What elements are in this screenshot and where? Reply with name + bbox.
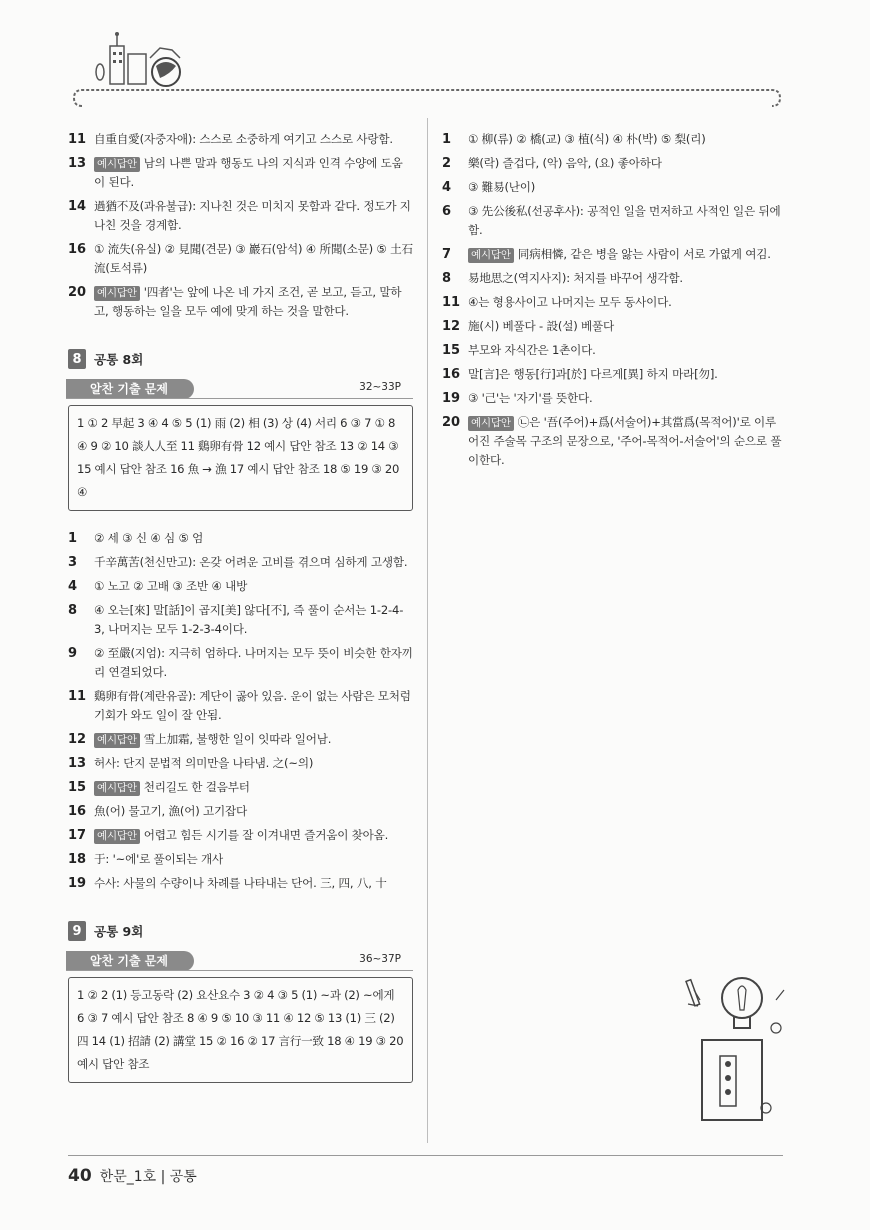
item-text [94, 826, 413, 845]
item-number: 1 [68, 531, 78, 546]
item-text: 易地思之(역지사지): 처지를 바꾸어 생각함. [468, 271, 683, 285]
example-answer-badge: 예시답안 [94, 733, 140, 748]
section-header-8 [68, 349, 413, 369]
item-number: 20 [442, 415, 461, 430]
section-title: 공통 8회 [94, 352, 144, 367]
answer-item [442, 154, 787, 173]
quiz-banner-9 [66, 951, 413, 973]
quiz-label: 알찬 기출 문제 [66, 951, 194, 971]
column-divider [427, 118, 428, 1143]
answer-item [442, 389, 787, 408]
item-body: '四者'는 앞에 나온 네 가지 조건, 곧 보고, 듣고, 말하고, 행동하는 일을 모두 예에 맞게 하는 것을 말한다. [94, 285, 402, 318]
example-answer-badge: 예시답안 [94, 781, 140, 796]
item-text: 過猶不及(과유불급): 지나친 것은 미치지 못함과 같다. 정도가 지나친 것을 경계함. [94, 199, 411, 232]
item-text [94, 778, 413, 797]
item-number: 20 [68, 285, 87, 300]
example-answer-badge: 예시답안 [94, 286, 140, 301]
section-number: 8 [68, 349, 86, 369]
quiz-pages: 32~33P [359, 381, 401, 393]
item-number: 6 [442, 204, 452, 219]
item-number: 4 [68, 579, 78, 594]
answer-item [442, 130, 787, 149]
answer-item [68, 687, 413, 725]
answer-item [68, 154, 413, 192]
item-text: ② 至嚴(지엄): 지극히 엄하다. 나머지는 모두 뜻이 비슷한 한자끼리 연결되었다. [94, 646, 413, 679]
item-text: ① 流失(유실) ② 見聞(견문) ③ 巖石(암석) ④ 所聞(소문) ⑤ 土石流(토석류) [94, 242, 413, 275]
answer-item [68, 778, 413, 797]
item-number: 11 [442, 295, 461, 310]
item-text: ① 柳(류) ② 橋(교) ③ 植(식) ④ 朴(박) ⑤ 梨(리) [468, 132, 706, 146]
item-number: 8 [442, 271, 452, 286]
item-number: 4 [442, 180, 452, 195]
answer-item [442, 341, 787, 360]
section-number: 9 [68, 921, 86, 941]
item-text: 樂(락) 즐겁다, (악) 음악, (요) 좋아하다 [468, 156, 662, 170]
page-footer [68, 1166, 197, 1186]
item-number: 11 [68, 689, 87, 704]
item-text: ① 노고 ② 고배 ③ 조반 ④ 내방 [94, 579, 248, 593]
item-number: 18 [68, 852, 87, 867]
item-text: 말[言]은 행동[行]과[於] 다르게[異] 하지 마라[勿]. [468, 367, 718, 381]
item-text: ④ 오는[來] 말[話]이 곱지[美] 않다[不], 즉 풀이 순서는 1-2-4-3, 나머지는 모두 1-2-3-4이다. [94, 603, 404, 636]
item-number: 16 [68, 804, 87, 819]
item-text: ③ 難易(난이) [468, 180, 536, 194]
header-border-rule [72, 86, 782, 108]
answer-item [442, 202, 787, 240]
answer-item [68, 240, 413, 278]
item-number: 16 [442, 367, 461, 382]
item-number: 13 [68, 756, 87, 771]
answer-item [68, 874, 413, 893]
answer-item [68, 730, 413, 749]
quiz-banner-8 [66, 379, 413, 401]
item-body: 남의 나쁜 말과 행동도 나의 지식과 인격 수양에 도움이 된다. [94, 156, 403, 189]
item-number: 15 [442, 343, 461, 358]
footer-rule [68, 1155, 783, 1156]
answer-item [68, 754, 413, 773]
quick-answer-box-8: 1 ① 2 早起 3 ④ 4 ⑤ 5 (1) 雨 (2) 相 (3) 상 (4) 서리 6 ③ 7 ① 8 ④ 9 ② 10 談人人至 11 鷄卵有骨 12 예시 답안 참조 13 ② 14 ③ 15 예시 답안 참조 16 魚 → 漁 17 예시 답안 참조 18 ⑤ 19 ③ 20 ④ [68, 405, 413, 511]
answer-item [442, 178, 787, 197]
item-text: ② 세 ③ 신 ④ 심 ⑤ 엄 [94, 531, 204, 545]
item-text: ③ '己'는 '자기'를 뜻한다. [468, 391, 593, 405]
answer-item [442, 293, 787, 312]
item-number: 9 [68, 646, 78, 661]
answer-item [68, 529, 413, 548]
item-number: 2 [442, 156, 452, 171]
item-text: 施(시) 베풀다 - 設(설) 베풀다 [468, 319, 615, 333]
item-number: 14 [68, 199, 87, 214]
item-number: 19 [442, 391, 461, 406]
lightbulb-building-illustration [680, 960, 790, 1130]
answer-item [68, 130, 413, 149]
quiz-underline [66, 398, 413, 399]
answer-item [442, 317, 787, 336]
quick-answer-box-9: 1 ② 2 (1) 등고동락 (2) 요산요수 3 ② 4 ③ 5 (1) ~과 (2) ~에게 6 ③ 7 예시 답안 참조 8 ④ 9 ⑤ 10 ③ 11 ④ 12 ⑤ 13 (1) 三 (2) 四 14 (1) 招請 (2) 講堂 15 ② 16 ② 17 言行一致 18 ④ 19 ③ 20 예시 답안 참조 [68, 977, 413, 1083]
answer-item [442, 413, 787, 470]
item-text: 自重自愛(자중자애): 스스로 소중하게 여기고 스스로 사랑함. [94, 132, 393, 146]
right-column [442, 130, 787, 475]
answer-item [68, 644, 413, 682]
answer-item [68, 850, 413, 869]
item-number: 19 [68, 876, 87, 891]
footer-title: 한문_1호 | 공통 [99, 1169, 197, 1185]
item-number: 15 [68, 780, 87, 795]
item-number: 7 [442, 247, 452, 262]
item-text [94, 154, 413, 192]
item-number: 3 [68, 555, 78, 570]
item-body: 同病相憐, 같은 병을 앓는 사람이 서로 가엾게 여김. [517, 247, 771, 261]
item-number: 12 [68, 732, 87, 747]
item-text [468, 245, 787, 264]
item-text [468, 413, 787, 470]
item-text: ③ 先公後私(선공후사): 공적인 일을 먼저하고 사적인 일은 뒤에 함. [468, 204, 781, 237]
item-number: 8 [68, 603, 78, 618]
quiz-label: 알찬 기출 문제 [66, 379, 194, 399]
answer-item [68, 802, 413, 821]
item-text: 수사: 사물의 수량이나 차례를 나타내는 단어. 三, 四, 八, 十 [94, 876, 387, 890]
item-body: 雪上加霜, 불행한 일이 잇따라 일어남. [143, 732, 332, 746]
example-answer-badge: 예시답안 [94, 829, 140, 844]
item-text: 于: '~에'로 풀이되는 개사 [94, 852, 224, 866]
item-text: 千辛萬苦(천신만고): 온갖 어려운 고비를 겪으며 심하게 고생함. [94, 555, 408, 569]
answer-item [68, 601, 413, 639]
item-text: ④는 형용사이고 나머지는 모두 동사이다. [468, 295, 672, 309]
page-number: 40 [68, 1166, 92, 1186]
item-body: 천리길도 한 걸음부터 [143, 780, 250, 794]
quiz-underline [66, 970, 413, 971]
example-answer-badge: 예시답안 [94, 157, 140, 172]
section-header-9 [68, 921, 413, 941]
example-answer-badge: 예시답안 [468, 248, 514, 263]
item-number: 16 [68, 242, 87, 257]
answer-item [68, 577, 413, 596]
item-number: 1 [442, 132, 452, 147]
answer-item [68, 283, 413, 321]
item-number: 17 [68, 828, 87, 843]
left-column [68, 130, 413, 1101]
item-number: 13 [68, 156, 87, 171]
answer-item [68, 197, 413, 235]
answer-item [68, 553, 413, 572]
item-body: 어렵고 힘든 시기를 잘 이겨내면 즐거움이 찾아옴. [143, 828, 389, 842]
answer-item [68, 826, 413, 845]
answer-item [442, 245, 787, 264]
item-text [94, 283, 413, 321]
item-text: 허사: 단지 문법적 의미만을 나타냄. 之(~의) [94, 756, 314, 770]
item-number: 12 [442, 319, 461, 334]
quiz-pages: 36~37P [359, 953, 401, 965]
item-body: ㉡은 '吾(주어)+爲(서술어)+其當爲(목적어)'로 이루어진 주술목 구조의 문장으로, '주어-목적어-서술어'의 순으로 풀이한다. [468, 415, 782, 467]
answer-item [442, 365, 787, 384]
section-title: 공통 9회 [94, 924, 144, 939]
city-globe-illustration [80, 28, 200, 88]
item-text: 魚(어) 물고기, 漁(어) 고기잡다 [94, 804, 248, 818]
item-number: 11 [68, 132, 87, 147]
item-text [94, 730, 413, 749]
answer-item [442, 269, 787, 288]
item-text: 鷄卵有骨(계란유골): 계단이 곯아 있음. 운이 없는 사람은 모처럼 기회가 와도 일이 잘 안됨. [94, 689, 411, 722]
item-text: 부모와 자식간은 1촌이다. [468, 343, 596, 357]
example-answer-badge: 예시답안 [468, 416, 514, 431]
